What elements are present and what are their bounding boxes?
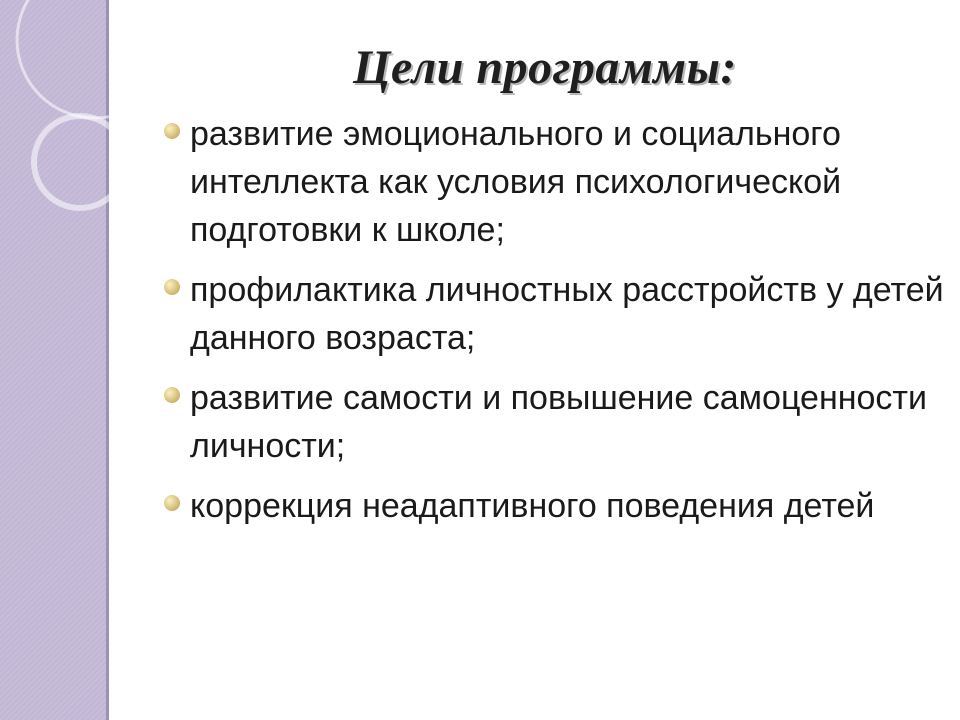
list-item — [160, 266, 950, 362]
deco-circle-small — [34, 116, 126, 208]
bullet-icon — [164, 387, 180, 403]
bullet-list — [160, 110, 950, 542]
bullet-icon — [164, 495, 180, 511]
list-item-text: профилактика личностных расстройств у детей данного возраста; — [190, 271, 944, 357]
bullet-icon — [164, 279, 180, 295]
list-item — [160, 110, 950, 254]
list-item-text: развитие эмоционального и социального интеллекта как условия психологической подготовки к школе; — [190, 115, 842, 249]
list-item — [160, 482, 950, 530]
list-item — [160, 374, 950, 470]
slide-title: Цели программы: — [353, 41, 737, 94]
list-item-text: коррекция неадаптивного поведения детей — [190, 487, 875, 525]
bullet-icon — [164, 123, 180, 139]
list-item-text: развитие самости и повышение самоценности личности; — [190, 379, 927, 465]
decorative-circles — [0, 0, 130, 260]
